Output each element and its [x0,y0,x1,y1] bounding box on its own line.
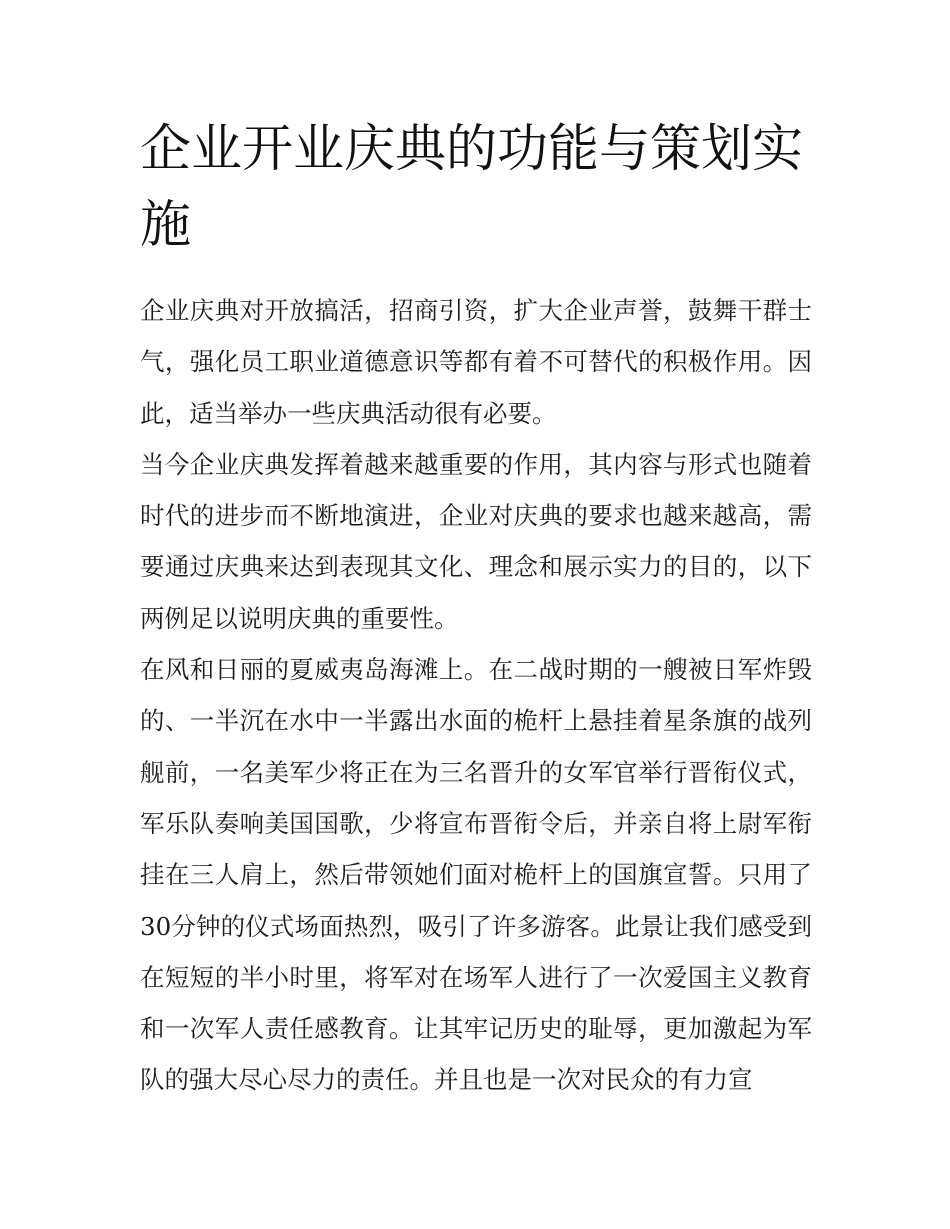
paragraph-hawaii-example: 在风和日丽的夏威夷岛海滩上。在二战时期的一艘被日军炸毁的、一半沉在水中一半露出水面的桅杆上悬挂着星条旗的战列舰前，一名美军少将正在为三名晋升的女军官举行晋衔仪式，军乐队奏响美国国歌，少将宣布晋衔令后，并亲自将上尉军衔挂在三人肩上，然后带领她们面对桅杆上的国旗宣誓。只用了30分钟的仪式场面热烈，吸引了许多游客。此景让我们感受到在短短的半小时里，将军对在场军人进行了一次爱国主义教育和一次军人责任感教育。让其牢记历史的耻辱，更加激起为军队的强大尽心尽力的责任。并且也是一次对民众的有力宣 [140,655,812,1095]
paragraph-intro: 企业庆典对开放搞活，招商引资，扩大企业声誉，鼓舞干群士气，强化员工职业道德意识等都有着不可替代的积极作用。因此，适当举办一些庆典活动很有必要。 [140,296,812,428]
document-body [140,285,812,1106]
document-title: 企业开业庆典的功能与策划实施 [140,120,804,255]
paragraph-importance: 当今企业庆典发挥着越来越重要的作用，其内容与形式也随着时代的进步而不断地演进，企业对庆典的要求也越来越高，需要通过庆典来达到表现其文化、理念和展示实力的目的，以下两例足以说明庆典的重要性。 [140,449,812,633]
document-content [140,112,812,1106]
